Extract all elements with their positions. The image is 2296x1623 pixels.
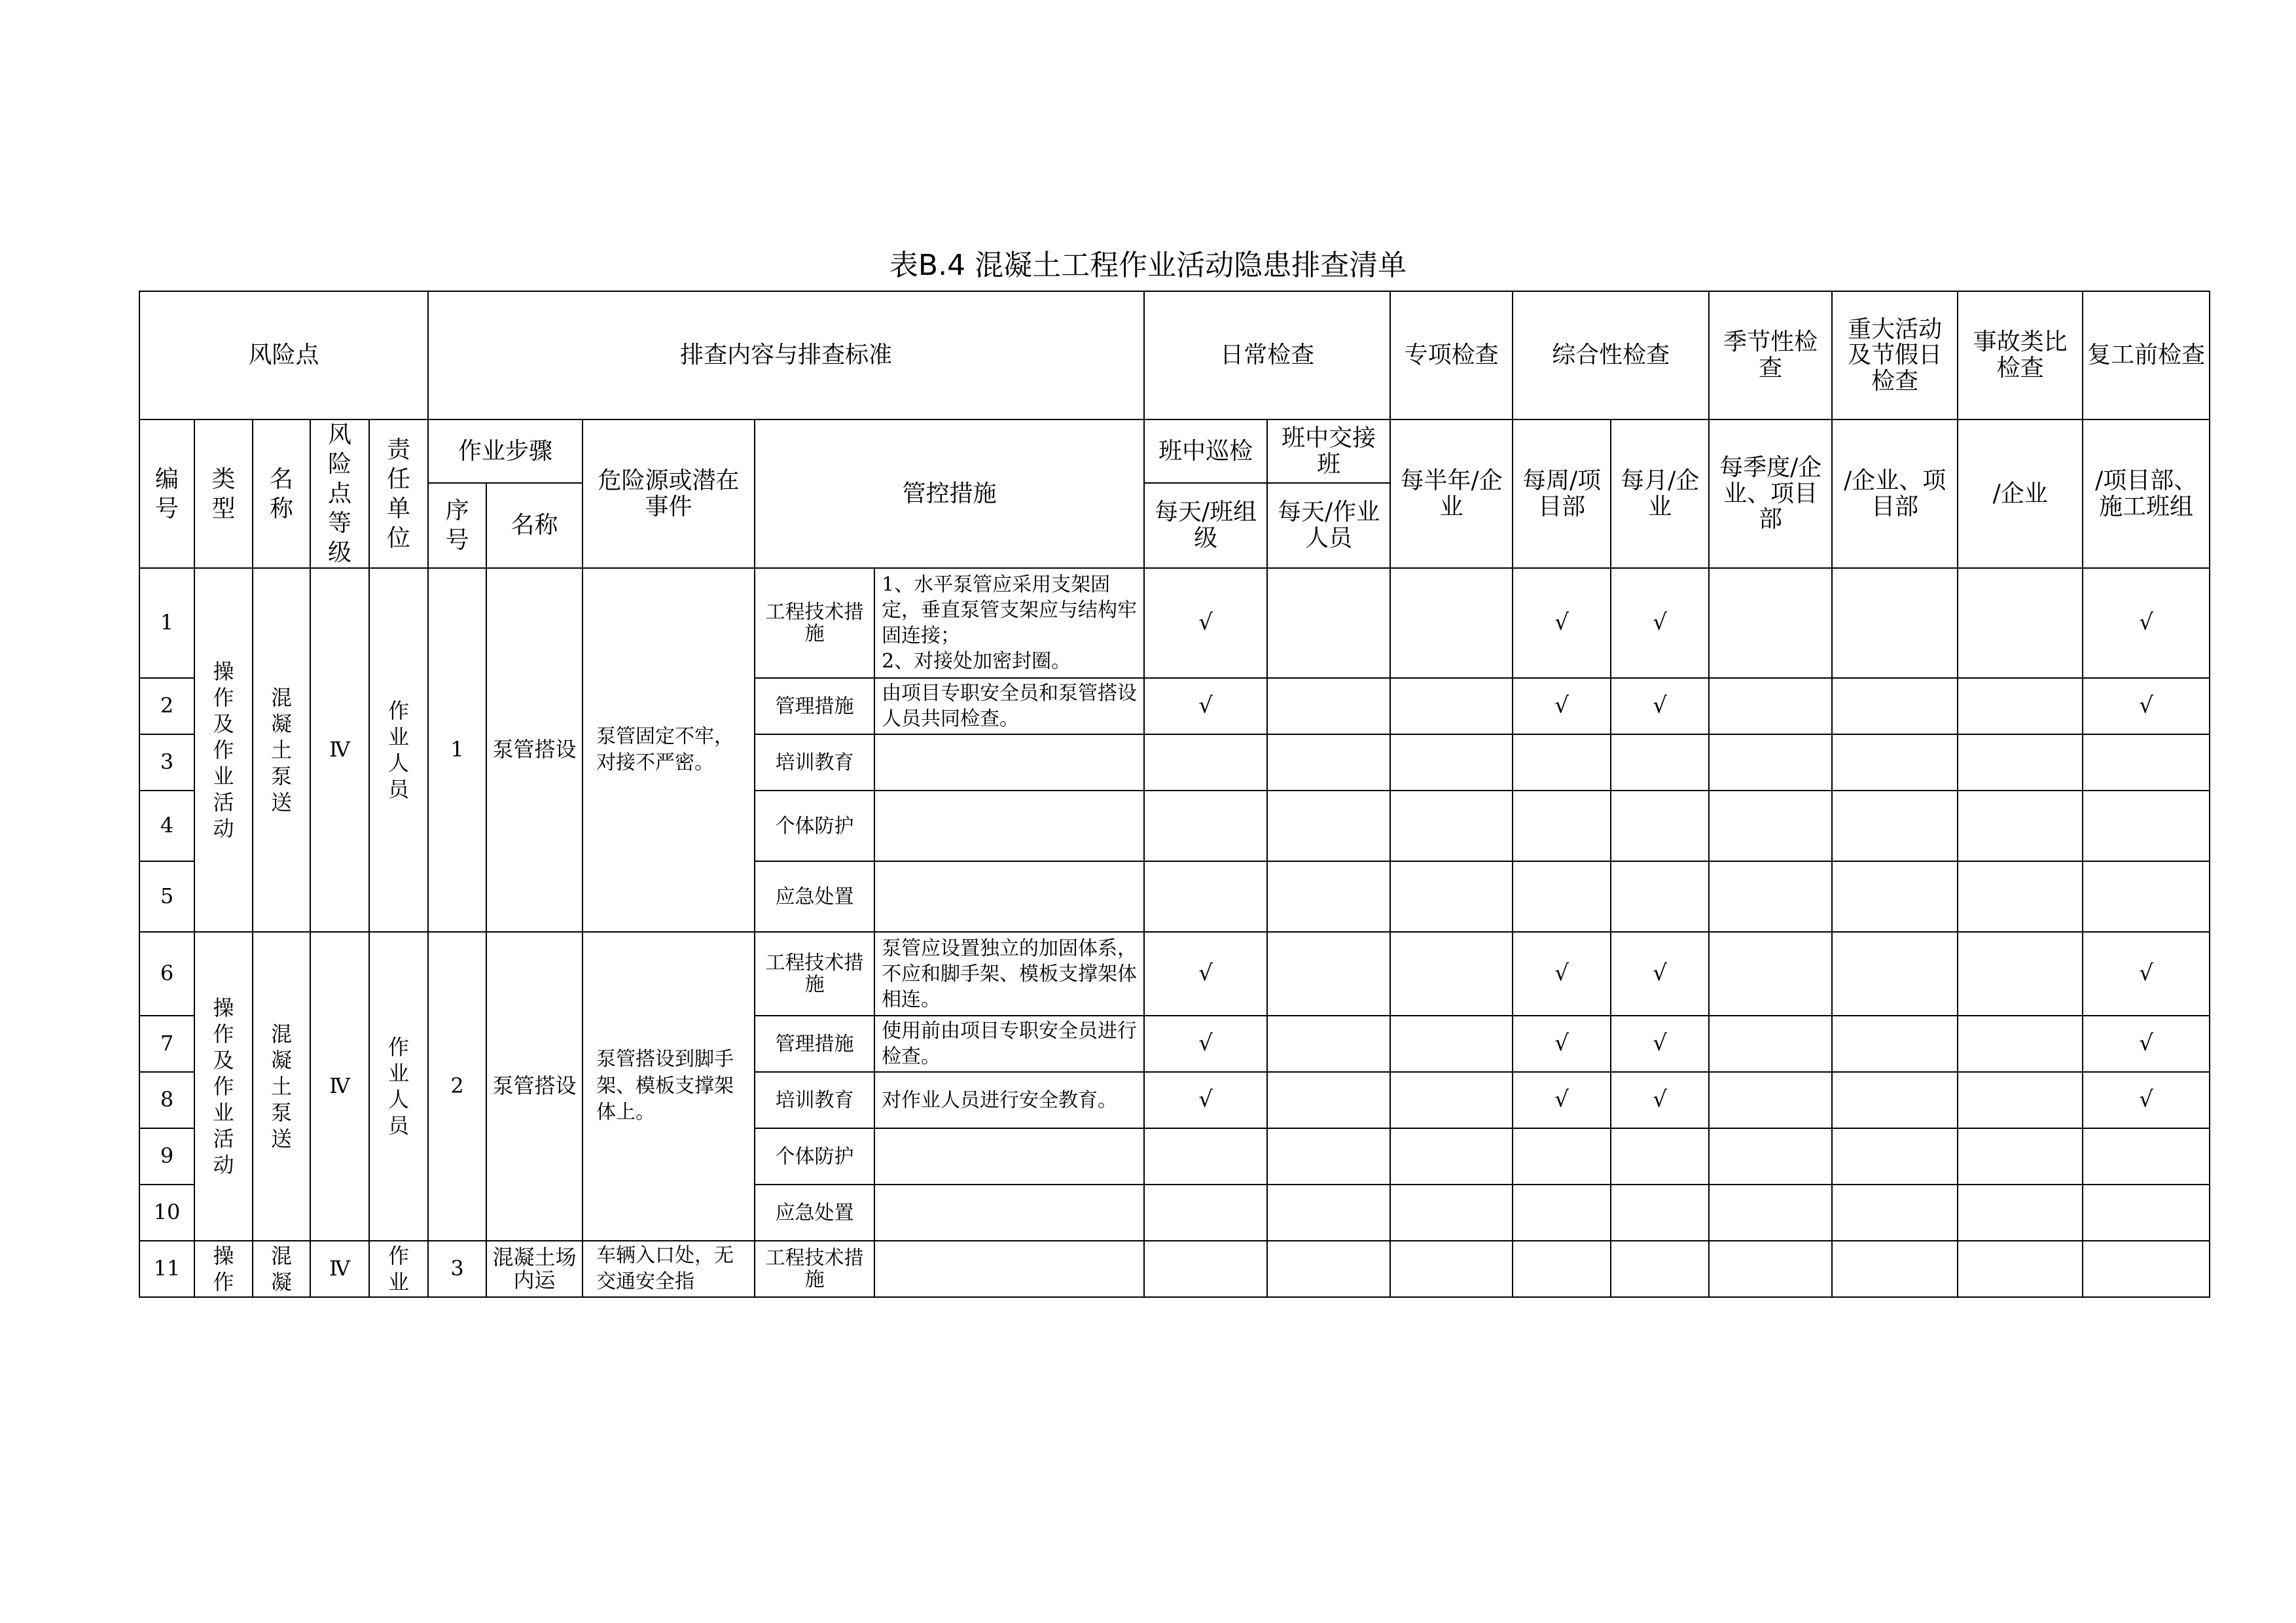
check-half-year [1390, 1128, 1513, 1185]
header-accident-freq: /企业 [1958, 419, 2083, 568]
header-unit: 责任单位 [369, 419, 428, 568]
control-category: 管理措施 [755, 1016, 874, 1072]
row-number: 5 [139, 861, 194, 932]
control-measure [874, 1128, 1144, 1185]
check-accident [1958, 1241, 2083, 1297]
row-number: 8 [139, 1072, 194, 1128]
check-quarterly [1709, 861, 1832, 932]
header-resume-freq: /项目部、施工班组 [2083, 419, 2210, 568]
check-quarterly [1709, 678, 1832, 734]
row-number: 9 [139, 1128, 194, 1185]
control-measure [874, 734, 1144, 791]
check-weekly: √ [1513, 932, 1611, 1016]
check-half-year [1390, 1185, 1513, 1241]
control-category: 应急处置 [755, 861, 874, 932]
header-weekly: 每周/项目部 [1513, 419, 1611, 568]
header-step-name: 名称 [486, 483, 583, 568]
check-shift-patrol: √ [1144, 568, 1267, 678]
header-special-check: 专项检查 [1390, 291, 1513, 419]
header-work-step: 作业步骤 [428, 419, 583, 483]
check-half-year [1390, 791, 1513, 861]
row-number: 6 [139, 932, 194, 1016]
check-shift-handover [1267, 678, 1390, 734]
check-resume [2083, 1185, 2210, 1241]
check-quarterly [1709, 734, 1832, 791]
header-accident-check: 事故类比检查 [1958, 291, 2083, 419]
table-row [139, 1241, 2210, 1297]
check-half-year [1390, 678, 1513, 734]
hazard-checklist-table [139, 291, 2210, 1298]
row-name: 混凝 [253, 1241, 310, 1297]
check-quarterly [1709, 1185, 1832, 1241]
check-monthly [1611, 861, 1709, 932]
check-weekly: √ [1513, 568, 1611, 678]
header-type: 类型 [194, 419, 253, 568]
control-measure [874, 1241, 1144, 1297]
check-quarterly [1709, 1016, 1832, 1072]
control-measure: 泵管应设置独立的加固体系，不应和脚手架、模板支撑架体相连。 [874, 932, 1144, 1016]
header-seasonal-check: 季节性检查 [1709, 291, 1832, 419]
check-half-year [1390, 568, 1513, 678]
row-risk-level: Ⅳ [310, 568, 369, 932]
check-holiday [1832, 791, 1958, 861]
check-monthly: √ [1611, 932, 1709, 1016]
check-holiday [1832, 678, 1958, 734]
check-weekly [1513, 1241, 1611, 1297]
check-resume: √ [2083, 678, 2210, 734]
header-seq: 序号 [428, 483, 486, 568]
control-category: 培训教育 [755, 734, 874, 791]
check-shift-patrol [1144, 1185, 1267, 1241]
row-step-no: 1 [428, 568, 486, 932]
header-half-year: 每半年/企业 [1390, 419, 1513, 568]
check-shift-handover [1267, 861, 1390, 932]
check-monthly [1611, 1185, 1709, 1241]
header-hazard: 危险源或潜在事件 [583, 419, 755, 568]
row-number: 7 [139, 1016, 194, 1072]
check-quarterly [1709, 1128, 1832, 1185]
header-monthly: 每月/企业 [1611, 419, 1709, 568]
row-type: 操作 [194, 1241, 253, 1297]
check-monthly [1611, 791, 1709, 861]
check-accident [1958, 734, 2083, 791]
table-row [139, 568, 2210, 678]
check-shift-patrol: √ [1144, 1072, 1267, 1128]
check-holiday [1832, 1016, 1958, 1072]
row-unit: 作业 [369, 1241, 428, 1297]
check-holiday [1832, 734, 1958, 791]
header-no: 编号 [139, 419, 194, 568]
control-category: 工程技术措施 [755, 1241, 874, 1297]
check-quarterly [1709, 568, 1832, 678]
check-weekly: √ [1513, 1072, 1611, 1128]
control-category: 管理措施 [755, 678, 874, 734]
row-hazard: 车辆入口处，无交通安全指 [583, 1241, 755, 1297]
check-holiday [1832, 1241, 1958, 1297]
header-risk-level: 风险点等级 [310, 419, 369, 568]
check-monthly: √ [1611, 678, 1709, 734]
check-shift-patrol: √ [1144, 678, 1267, 734]
check-half-year [1390, 734, 1513, 791]
check-holiday [1832, 1128, 1958, 1185]
check-resume [2083, 1128, 2210, 1185]
header-row-2 [139, 419, 2210, 483]
check-quarterly [1709, 932, 1832, 1016]
control-measure [874, 791, 1144, 861]
row-name: 混凝土泵送 [253, 932, 310, 1241]
control-measure: 1、水平泵管应采用支架固定，垂直泵管支架应与结构牢固连接； 2、对接处加密封圈。 [874, 568, 1144, 678]
header-daily-worker: 每天/作业人员 [1267, 483, 1390, 568]
check-weekly: √ [1513, 678, 1611, 734]
header-content-standard: 排查内容与排查标准 [428, 291, 1144, 419]
row-type: 操作及作业活动 [194, 568, 253, 932]
check-shift-patrol: √ [1144, 932, 1267, 1016]
check-resume: √ [2083, 568, 2210, 678]
check-monthly [1611, 1241, 1709, 1297]
header-quarterly: 每季度/企业、项目部 [1709, 419, 1832, 568]
header-resume-check: 复工前检查 [2083, 291, 2210, 419]
check-shift-handover [1267, 1185, 1390, 1241]
row-hazard: 泵管固定不牢，对接不严密。 [583, 568, 755, 932]
check-resume [2083, 791, 2210, 861]
check-monthly [1611, 734, 1709, 791]
control-measure [874, 861, 1144, 932]
check-monthly [1611, 1128, 1709, 1185]
control-category: 培训教育 [755, 1072, 874, 1128]
check-half-year [1390, 1072, 1513, 1128]
check-weekly [1513, 1128, 1611, 1185]
check-weekly [1513, 791, 1611, 861]
control-category: 应急处置 [755, 1185, 874, 1241]
header-holiday-check: 重大活动及节假日检查 [1832, 291, 1958, 419]
document-title: 表B.4 混凝土工程作业活动隐患排查清单 [889, 249, 1407, 282]
control-measure: 由项目专职安全员和泵管搭设人员共同检查。 [874, 678, 1144, 734]
check-shift-patrol [1144, 1241, 1267, 1297]
check-accident [1958, 1128, 2083, 1185]
control-measure: 使用前由项目专职安全员进行检查。 [874, 1016, 1144, 1072]
check-monthly: √ [1611, 1016, 1709, 1072]
row-step-no: 2 [428, 932, 486, 1241]
check-holiday [1832, 1185, 1958, 1241]
row-unit: 作业人员 [369, 568, 428, 932]
check-quarterly [1709, 791, 1832, 861]
check-monthly: √ [1611, 1072, 1709, 1128]
row-number: 4 [139, 791, 194, 861]
row-hazard: 泵管搭设到脚手架、模板支撑架体上。 [583, 932, 755, 1241]
check-weekly: √ [1513, 1016, 1611, 1072]
check-shift-handover [1267, 568, 1390, 678]
check-shift-patrol [1144, 1128, 1267, 1185]
check-shift-patrol: √ [1144, 1016, 1267, 1072]
check-holiday [1832, 568, 1958, 678]
check-quarterly [1709, 1072, 1832, 1128]
row-number: 3 [139, 734, 194, 791]
check-shift-handover [1267, 1072, 1390, 1128]
row-number: 10 [139, 1185, 194, 1241]
check-holiday [1832, 932, 1958, 1016]
check-accident [1958, 1072, 2083, 1128]
row-risk-level: Ⅳ [310, 932, 369, 1241]
check-half-year [1390, 1241, 1513, 1297]
check-shift-patrol [1144, 861, 1267, 932]
check-shift-handover [1267, 932, 1390, 1016]
header-daily-check: 日常检查 [1144, 291, 1390, 419]
header-comprehensive-check: 综合性检查 [1513, 291, 1709, 419]
row-type: 操作及作业活动 [194, 932, 253, 1241]
check-weekly [1513, 1185, 1611, 1241]
check-resume [2083, 734, 2210, 791]
row-number: 11 [139, 1241, 194, 1297]
check-shift-handover [1267, 1016, 1390, 1072]
check-holiday [1832, 861, 1958, 932]
check-shift-patrol [1144, 791, 1267, 861]
row-step-name: 混凝土场内运 [486, 1241, 583, 1297]
row-step-no: 3 [428, 1241, 486, 1297]
check-resume [2083, 861, 2210, 932]
check-shift-patrol [1144, 734, 1267, 791]
check-accident [1958, 678, 2083, 734]
row-number: 2 [139, 678, 194, 734]
check-shift-handover [1267, 791, 1390, 861]
control-measure: 对作业人员进行安全教育。 [874, 1072, 1144, 1128]
check-resume [2083, 1241, 2210, 1297]
check-shift-handover [1267, 1128, 1390, 1185]
row-number: 1 [139, 568, 194, 678]
header-daily-team: 每天/班组级 [1144, 483, 1267, 568]
header-shift-patrol: 班中巡检 [1144, 419, 1267, 483]
check-accident [1958, 568, 2083, 678]
check-accident [1958, 1185, 2083, 1241]
check-resume: √ [2083, 1072, 2210, 1128]
header-control: 管控措施 [755, 419, 1144, 568]
check-half-year [1390, 932, 1513, 1016]
control-category: 个体防护 [755, 1128, 874, 1185]
check-resume: √ [2083, 932, 2210, 1016]
check-half-year [1390, 861, 1513, 932]
check-shift-handover [1267, 734, 1390, 791]
control-measure [874, 1185, 1144, 1241]
check-resume: √ [2083, 1016, 2210, 1072]
control-category: 工程技术措施 [755, 932, 874, 1016]
check-monthly: √ [1611, 568, 1709, 678]
row-step-name: 泵管搭设 [486, 932, 583, 1241]
row-risk-level: Ⅳ [310, 1241, 369, 1297]
control-category: 个体防护 [755, 791, 874, 861]
check-accident [1958, 932, 2083, 1016]
table-row [139, 932, 2210, 1016]
check-weekly [1513, 734, 1611, 791]
header-holiday-freq: /企业、项目部 [1832, 419, 1958, 568]
check-quarterly [1709, 1241, 1832, 1297]
header-row-1 [139, 291, 2210, 419]
check-accident [1958, 861, 2083, 932]
check-holiday [1832, 1072, 1958, 1128]
row-name: 混凝土泵送 [253, 568, 310, 932]
row-step-name: 泵管搭设 [486, 568, 583, 932]
control-category: 工程技术措施 [755, 568, 874, 678]
check-weekly [1513, 861, 1611, 932]
check-shift-handover [1267, 1241, 1390, 1297]
row-unit: 作业人员 [369, 932, 428, 1241]
header-risk-point: 风险点 [139, 291, 428, 419]
header-name: 名称 [253, 419, 310, 568]
check-half-year [1390, 1016, 1513, 1072]
check-accident [1958, 791, 2083, 861]
header-shift-handover: 班中交接班 [1267, 419, 1390, 483]
check-accident [1958, 1016, 2083, 1072]
table-body [139, 568, 2210, 1297]
